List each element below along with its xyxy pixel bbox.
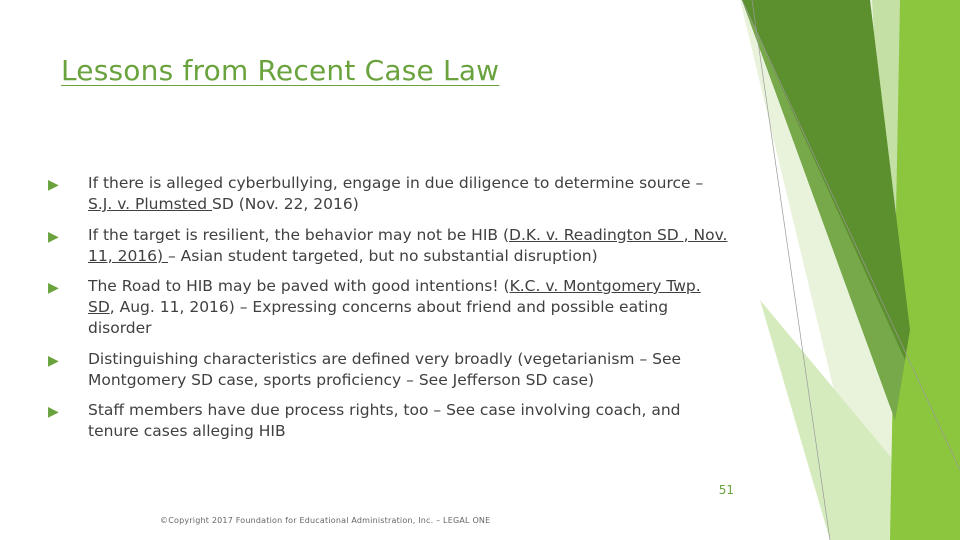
bullet-arrow-icon: ▶ (48, 228, 59, 245)
bullet-text: If the target is resilient, the behavior may not be HIB ( (88, 225, 510, 244)
bullet-item (48, 400, 728, 442)
bullet-list (48, 173, 728, 452)
slide-title: Lessons from Recent Case Law (61, 54, 500, 87)
copyright-footer: ©Copyright 2017 Foundation for Educational Administration, Inc. – LEGAL ONE (160, 516, 491, 525)
case-citation: D.K. v. Readington SD , Nov. 11, 2016) (88, 225, 728, 265)
bullet-text: If there is alleged cyberbullying, engage in due diligence to determine source – (88, 174, 704, 192)
bullet-arrow-icon: ▶ (48, 177, 59, 193)
case-citation: S.J. v. Plumsted (88, 195, 213, 213)
bullet-arrow-icon: ▶ (48, 352, 59, 369)
bullet-item (48, 173, 728, 215)
bullet-item (48, 349, 728, 391)
bullet-text: SD (Nov. 22, 2016) (212, 195, 359, 213)
page-number: 51 (718, 483, 734, 497)
bullet-item (48, 225, 728, 267)
bullet-arrow-icon: ▶ (48, 404, 59, 420)
bullet-text: , Aug. 11, 2016) – Expressing concerns about friend and possible eating disorder (88, 298, 669, 337)
bullet-item (48, 276, 728, 339)
bullet-text: Distinguishing characteristics are defined very broadly (vegetarianism – See Montgomery SD case, sports proficiency – See Jefferson SD case) (88, 349, 682, 389)
case-citation: K.C. v. Montgomery Twp. SD (88, 277, 701, 316)
bullet-text: Staff members have due process rights, too – See case involving coach, and tenure cases alleging HIB (88, 401, 681, 440)
bullet-text: – Asian student targeted, but no substantial disruption) (168, 246, 598, 265)
bullet-text: The Road to HIB may be paved with good intentions! ( (88, 277, 510, 295)
bullet-arrow-icon: ▶ (48, 280, 59, 296)
